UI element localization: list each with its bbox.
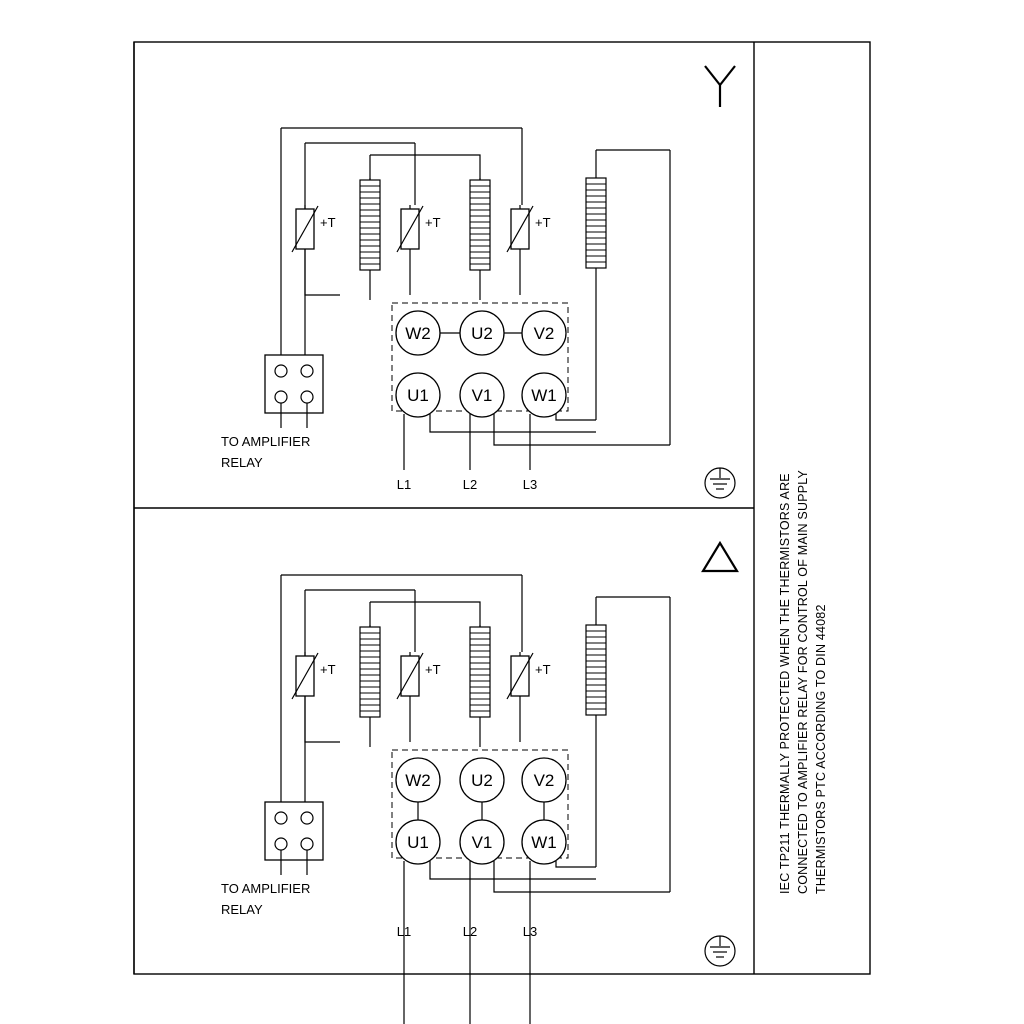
terminal-label-w2: W2	[405, 771, 431, 790]
terminal-label-v1: V1	[471, 386, 493, 405]
terminal-label-v2: V2	[533, 771, 555, 790]
thermistor-1	[292, 652, 336, 705]
winding-coil-2	[470, 627, 490, 747]
supply-label-l3: L3	[522, 924, 538, 939]
supply-return-3	[556, 414, 596, 420]
amplifier-terminal-block	[265, 355, 323, 428]
supply-label-l2: L2	[462, 477, 478, 492]
thermistor-1	[292, 205, 336, 258]
panel-delta	[221, 543, 737, 1024]
terminal-label-u1: U1	[407, 833, 429, 852]
supply-label-l1: L1	[396, 477, 412, 492]
supply-return-1	[430, 414, 596, 432]
therm-return-1	[305, 258, 340, 295]
terminal-label-w1: W1	[531, 833, 557, 852]
note-line-3: THERMISTORS PTC ACCORDING TO DIN 44082	[814, 604, 828, 894]
supply-return-2	[494, 861, 670, 892]
winding-coil-3	[586, 597, 670, 892]
winding-coil-3	[586, 150, 670, 445]
note-line-2: CONNECTED TO AMPLIFIER RELAY FOR CONTROL OF MAIN SUPPLY	[796, 469, 810, 894]
star-connection-symbol	[705, 66, 735, 107]
thermistor-2	[397, 652, 441, 705]
terminal-label-u1: U1	[407, 386, 429, 405]
amplifier-note-line-1: TO AMPLIFIER	[221, 434, 311, 449]
panel-star	[221, 66, 735, 498]
thermistor-label-2: +T	[425, 215, 441, 230]
supply-return-3	[556, 861, 596, 867]
winding-coil-1	[360, 180, 380, 300]
terminal-label-v2: V2	[533, 324, 555, 343]
earth-symbol	[705, 468, 735, 498]
delta-connection-symbol	[703, 543, 737, 571]
thermistor-link-1	[370, 155, 480, 205]
supply-label-l3: L3	[522, 477, 538, 492]
terminal-label-w1: W1	[531, 386, 557, 405]
thermistor-label-2: +T	[425, 662, 441, 677]
supply-label-l2: L2	[462, 924, 478, 939]
amplifier-note-line-2: RELAY	[221, 902, 263, 917]
therm-return-1	[305, 705, 340, 742]
terminal-label-u2: U2	[471, 771, 493, 790]
thermistor-label-3: +T	[535, 215, 551, 230]
thermistor-label-1: +T	[320, 215, 336, 230]
winding-coil-2	[470, 180, 490, 300]
amplifier-note-line-1: TO AMPLIFIER	[221, 881, 311, 896]
terminal-label-w2: W2	[405, 324, 431, 343]
amplifier-terminal-block	[265, 802, 323, 875]
thermistor-label-3: +T	[535, 662, 551, 677]
thermistor-2	[397, 205, 441, 258]
thermistor-3	[507, 205, 551, 258]
terminal-label-u2: U2	[471, 324, 493, 343]
thermistor-link-1	[370, 602, 480, 652]
supply-return-2	[494, 414, 670, 445]
thermistor-3	[507, 652, 551, 705]
earth-symbol	[705, 936, 735, 966]
amplifier-note-line-2: RELAY	[221, 455, 263, 470]
supply-label-l1: L1	[396, 924, 412, 939]
supply-return-1	[430, 861, 596, 879]
winding-coil-1	[360, 627, 380, 747]
terminal-label-v1: V1	[471, 833, 493, 852]
note-block	[778, 470, 828, 894]
thermistor-label-1: +T	[320, 662, 336, 677]
note-line-1: IEC TP211 THERMALLY PROTECTED WHEN THE THERMISTORS ARE	[778, 473, 792, 894]
